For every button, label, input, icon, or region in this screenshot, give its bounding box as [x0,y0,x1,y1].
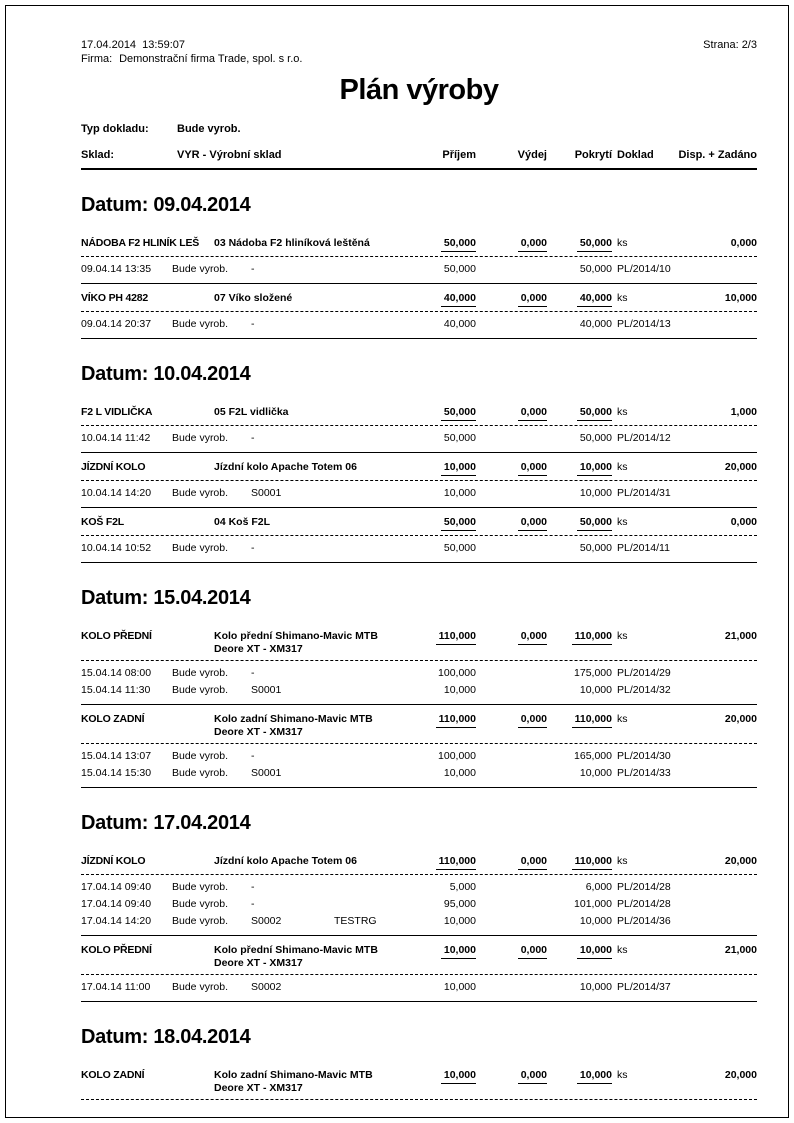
item-pokryti-cell [547,944,612,970]
detail-row [81,913,757,930]
date-heading: Datum: 10.04.2014 [81,363,251,385]
detail-vydej [476,913,547,930]
detail-datetime: 10.04.14 11:42 [81,432,151,444]
item-list [81,847,757,1002]
detail-order: S0001 [251,684,282,696]
item-disp-zadano: 20,000 [724,713,757,725]
item-pokryti: 50,000 [577,516,612,531]
item-block [81,453,757,508]
item-code: KOLO ZADNÍ [81,1069,145,1081]
item-name: Kolo zadní Shimano-Mavic MTB Deore XT - XM317 [214,713,373,738]
item-head-row [81,406,757,426]
detail-datetime: 15.04.14 15:30 [81,767,152,779]
detail-pokryti: 50,000 [579,263,612,275]
item-unit: ks [617,292,628,304]
item-vydej-cell [476,713,547,739]
warehouse-label: Sklad: [81,149,115,161]
detail-note [334,540,394,557]
item-pokryti-cell [547,713,612,739]
item-vydej-cell [476,516,547,531]
detail-doc-type: Bude vyrob. [172,767,229,779]
detail-note: TESTRG [334,915,377,927]
detail-prijem: 50,000 [443,432,476,444]
item-head-row [81,461,757,481]
detail-pokryti: 165,000 [574,750,612,762]
item-unit: ks [617,516,628,528]
report-content [81,38,757,1100]
detail-vydej [476,896,547,913]
detail-order: - [251,263,255,275]
item-unit: ks [617,406,628,418]
item-prijem: 110,000 [436,855,476,870]
detail-pokryti: 10,000 [579,915,612,927]
item-pokryti: 10,000 [577,1069,612,1084]
item-vydej: 0,000 [518,516,547,531]
detail-doklad: PL/2014/33 [617,767,671,779]
detail-list [81,975,757,1001]
detail-doklad: PL/2014/37 [617,981,671,993]
item-pokryti-cell [547,630,612,656]
detail-row [81,979,757,996]
item-name: Kolo přední Shimano-Mavic MTB Deore XT - XM317 [214,944,378,969]
item-vydej: 0,000 [518,237,547,252]
company-row [81,52,757,66]
date-section [81,1026,757,1100]
column-prijem: Příjem [442,149,476,161]
item-pokryti-cell [547,461,612,476]
detail-doklad: PL/2014/32 [617,684,671,696]
item-prijem-cell [394,630,476,656]
printed-at: 17.04.2014 13:59:07 [81,39,185,51]
detail-datetime: 17.04.14 09:40 [81,881,152,893]
item-unit: ks [617,944,628,956]
detail-datetime: 17.04.14 09:40 [81,898,152,910]
detail-prijem: 10,000 [443,487,476,499]
item-name: Kolo přední Shimano-Mavic MTB Deore XT - XM317 [214,630,378,655]
detail-doc-type: Bude vyrob. [172,684,229,696]
item-block [81,398,757,453]
item-list [81,229,757,339]
detail-vydej [476,979,547,996]
detail-pokryti: 101,000 [574,898,612,910]
detail-pokryti: 50,000 [579,542,612,554]
item-name: 03 Nádoba F2 hliníková leštěná [214,237,370,249]
detail-datetime: 09.04.14 13:35 [81,263,152,275]
detail-vydej [476,765,547,782]
detail-list [81,536,757,562]
item-block [81,1061,757,1100]
detail-doklad: PL/2014/36 [617,915,671,927]
item-head-row [81,292,757,312]
detail-doklad: PL/2014/29 [617,667,671,679]
detail-row [81,896,757,913]
item-disp-zadano: 10,000 [724,292,757,304]
detail-vydej [476,430,547,447]
detail-trailer [702,261,757,278]
item-prijem: 10,000 [441,461,476,476]
detail-trailer [702,765,757,782]
item-prijem-cell [394,1069,476,1095]
date-heading: Datum: 18.04.2014 [81,1026,251,1048]
item-name: Kolo zadní Shimano-Mavic MTB Deore XT - XM317 [214,1069,373,1094]
detail-list [81,875,757,935]
item-head-row [81,237,757,257]
detail-trailer [702,748,757,765]
detail-doklad: PL/2014/11 [617,542,670,554]
item-name: 04 Koš F2L [214,516,271,528]
detail-row [81,879,757,896]
detail-order: - [251,667,255,679]
item-pokryti-cell [547,237,612,252]
item-prijem-cell [394,516,476,531]
detail-note [334,665,394,682]
item-prijem-cell [394,713,476,739]
item-code: VÍKO PH 4282 [81,292,149,304]
item-pokryti: 50,000 [577,406,612,421]
item-vydej-cell [476,237,547,252]
item-vydej-cell [476,630,547,656]
detail-pokryti: 175,000 [574,667,612,679]
item-prijem: 40,000 [441,292,476,307]
item-vydej-cell [476,944,547,970]
item-code: KOŠ F2L [81,516,124,528]
item-prijem-cell [394,292,476,307]
item-pokryti-cell [547,406,612,421]
item-head-row [81,944,757,975]
detail-vydej [476,682,547,699]
item-disp-zadano: 20,000 [724,1069,757,1081]
item-block [81,705,757,788]
detail-doc-type: Bude vyrob. [172,915,229,927]
detail-datetime: 17.04.14 11:00 [81,981,151,993]
item-prijem-cell [394,944,476,970]
date-heading: Datum: 17.04.2014 [81,812,251,834]
item-head-row [81,516,757,536]
item-disp-zadano: 0,000 [730,516,757,528]
detail-row [81,540,757,557]
detail-note [334,896,394,913]
item-disp-zadano: 21,000 [724,944,757,956]
sections [81,194,757,1100]
doc-type-label: Typ dokladu: [81,123,149,135]
detail-order: - [251,432,255,444]
item-vydej: 0,000 [518,855,547,870]
page-number: Strana: 2/3 [703,39,757,51]
date-heading: Datum: 15.04.2014 [81,587,251,609]
item-unit: ks [617,630,628,642]
item-disp-zadano: 0,000 [730,237,757,249]
company-name: Demonstrační firma Trade, spol. s r.o. [119,53,303,65]
detail-note [334,261,394,278]
detail-doklad: PL/2014/30 [617,750,671,762]
detail-prijem: 10,000 [443,684,476,696]
detail-datetime: 15.04.14 08:00 [81,667,152,679]
detail-note [334,748,394,765]
detail-note [334,316,394,333]
item-unit: ks [617,855,628,867]
detail-prijem: 50,000 [443,542,476,554]
detail-doc-type: Bude vyrob. [172,881,229,893]
detail-doc-type: Bude vyrob. [172,263,229,275]
item-head-row [81,855,757,875]
detail-note [334,979,394,996]
item-prijem-cell [394,237,476,252]
item-vydej-cell [476,292,547,307]
item-prijem: 10,000 [441,944,476,959]
detail-prijem: 40,000 [443,318,476,330]
detail-order: - [251,881,255,893]
detail-vydej [476,540,547,557]
detail-datetime: 10.04.14 14:20 [81,487,152,499]
date-section [81,812,757,1002]
item-code: KOLO PŘEDNÍ [81,630,152,642]
detail-prijem: 10,000 [443,981,476,993]
date-section [81,363,757,563]
detail-order: - [251,898,255,910]
item-pokryti: 10,000 [577,461,612,476]
report-page [5,5,789,1118]
detail-trailer [702,896,757,913]
detail-row [81,682,757,699]
item-vydej-cell [476,1069,547,1095]
detail-trailer [702,682,757,699]
item-code: NÁDOBA F2 HLINÍK LEŠ [81,237,200,249]
item-head-row [81,1069,757,1100]
detail-trailer [702,879,757,896]
item-vydej: 0,000 [518,630,547,645]
detail-doklad: PL/2014/12 [617,432,671,444]
detail-pokryti: 10,000 [579,487,612,499]
item-vydej: 0,000 [518,461,547,476]
detail-doc-type: Bude vyrob. [172,542,229,554]
detail-note [334,485,394,502]
detail-datetime: 15.04.14 11:30 [81,684,151,696]
item-name: 05 F2L vidlička [214,406,289,418]
item-pokryti: 10,000 [577,944,612,959]
detail-row [81,430,757,447]
item-vydej-cell [476,406,547,421]
column-doklad: Doklad [617,149,654,161]
detail-list [81,312,757,338]
detail-doklad: PL/2014/13 [617,318,671,330]
detail-vydej [476,316,547,333]
detail-pokryti: 10,000 [579,684,612,696]
report-title: Plán výroby [339,74,499,106]
item-pokryti-cell [547,1069,612,1095]
item-pokryti: 40,000 [577,292,612,307]
detail-prijem: 5,000 [449,881,476,893]
item-unit: ks [617,237,628,249]
item-name: Jízdní kolo Apache Totem 06 [214,855,357,867]
item-prijem: 110,000 [436,630,476,645]
item-vydej: 0,000 [518,944,547,959]
detail-vydej [476,879,547,896]
detail-order: - [251,750,255,762]
detail-row [81,485,757,502]
detail-pokryti: 6,000 [585,881,612,893]
item-code: KOLO ZADNÍ [81,713,145,725]
detail-pokryti: 10,000 [579,981,612,993]
detail-doc-type: Bude vyrob. [172,667,229,679]
detail-datetime: 17.04.14 14:20 [81,915,152,927]
detail-trailer [702,430,757,447]
item-unit: ks [617,713,628,725]
item-vydej: 0,000 [518,406,547,421]
column-pokryti: Pokrytí [574,149,612,161]
detail-prijem: 95,000 [443,898,476,910]
item-prijem: 10,000 [441,1069,476,1084]
item-prijem-cell [394,461,476,476]
item-disp-zadano: 21,000 [724,630,757,642]
item-code: KOLO PŘEDNÍ [81,944,152,956]
item-block [81,229,757,284]
detail-list [81,257,757,283]
detail-doc-type: Bude vyrob. [172,750,229,762]
item-block [81,508,757,563]
detail-vydej [476,665,547,682]
item-pokryti: 110,000 [572,713,612,728]
item-pokryti-cell [547,855,612,870]
doc-type-value: Bude vyrob. [177,123,241,135]
detail-list [81,744,757,787]
item-list [81,622,757,788]
item-prijem: 50,000 [441,406,476,421]
item-pokryti: 110,000 [572,630,612,645]
item-code: JÍZDNÍ KOLO [81,855,146,867]
detail-trailer [702,665,757,682]
item-name: 07 Víko složené [214,292,293,304]
warehouse-value: VYR - Výrobní sklad [177,149,282,161]
detail-order: - [251,318,255,330]
detail-prijem: 100,000 [438,750,476,762]
item-pokryti-cell [547,516,612,531]
report-meta-row [81,38,757,52]
detail-prijem: 10,000 [443,915,476,927]
column-header-row [81,148,757,170]
detail-trailer [702,485,757,502]
date-section [81,194,757,339]
item-vydej: 0,000 [518,713,547,728]
item-disp-zadano: 20,000 [724,855,757,867]
detail-note [334,682,394,699]
date-heading: Datum: 09.04.2014 [81,194,251,216]
detail-trailer [702,979,757,996]
detail-vydej [476,485,547,502]
item-list [81,398,757,563]
item-prijem-cell [394,406,476,421]
detail-vydej [476,748,547,765]
item-unit: ks [617,1069,628,1081]
detail-order: - [251,542,255,554]
item-vydej: 0,000 [518,1069,547,1084]
detail-doklad: PL/2014/10 [617,263,671,275]
item-head-row [81,630,757,661]
detail-list [81,426,757,452]
item-pokryti: 110,000 [572,855,612,870]
item-block [81,936,757,1002]
detail-doc-type: Bude vyrob. [172,432,229,444]
item-disp-zadano: 1,000 [730,406,757,418]
detail-trailer [702,913,757,930]
detail-order: S0001 [251,487,282,499]
item-prijem: 110,000 [436,713,476,728]
detail-doc-type: Bude vyrob. [172,981,229,993]
detail-row [81,765,757,782]
detail-note [334,430,394,447]
detail-row [81,748,757,765]
item-disp-zadano: 20,000 [724,461,757,473]
detail-datetime: 15.04.14 13:07 [81,750,152,762]
detail-vydej [476,261,547,278]
item-prijem: 50,000 [441,237,476,252]
item-head-row [81,713,757,744]
detail-trailer [702,316,757,333]
item-prijem-cell [394,855,476,870]
detail-row [81,261,757,278]
item-block [81,622,757,705]
detail-datetime: 10.04.14 10:52 [81,542,152,554]
detail-order: S0002 [251,915,282,927]
detail-doklad: PL/2014/28 [617,881,671,893]
item-block [81,284,757,339]
detail-pokryti: 10,000 [579,767,612,779]
column-disp-zadano: Disp. + Zadáno [678,149,757,161]
item-vydej: 0,000 [518,292,547,307]
item-vydej-cell [476,461,547,476]
detail-row [81,665,757,682]
detail-pokryti: 50,000 [579,432,612,444]
item-pokryti-cell [547,292,612,307]
detail-order: S0002 [251,981,282,993]
item-list [81,1061,757,1100]
item-prijem: 50,000 [441,516,476,531]
item-name: Jízdní kolo Apache Totem 06 [214,461,357,473]
detail-doklad: PL/2014/31 [617,487,671,499]
detail-datetime: 09.04.14 20:37 [81,318,152,330]
detail-doklad: PL/2014/28 [617,898,671,910]
detail-list [81,661,757,704]
detail-note [334,879,394,896]
detail-row [81,316,757,333]
detail-prijem: 50,000 [443,263,476,275]
detail-pokryti: 40,000 [579,318,612,330]
doc-type-row [81,122,757,136]
item-unit: ks [617,461,628,473]
detail-note [334,765,394,782]
detail-prijem: 100,000 [438,667,476,679]
detail-doc-type: Bude vyrob. [172,898,229,910]
company-label: Firma: [81,53,113,65]
column-vydej: Výdej [517,149,547,161]
date-section [81,587,757,788]
item-vydej-cell [476,855,547,870]
item-code: JÍZDNÍ KOLO [81,461,146,473]
detail-order: S0001 [251,767,282,779]
detail-doc-type: Bude vyrob. [172,318,229,330]
detail-trailer [702,540,757,557]
item-pokryti: 50,000 [577,237,612,252]
detail-doc-type: Bude vyrob. [172,487,229,499]
item-block [81,847,757,936]
detail-prijem: 10,000 [443,767,476,779]
item-code: F2 L VIDLIČKA [81,406,153,418]
detail-list [81,481,757,507]
